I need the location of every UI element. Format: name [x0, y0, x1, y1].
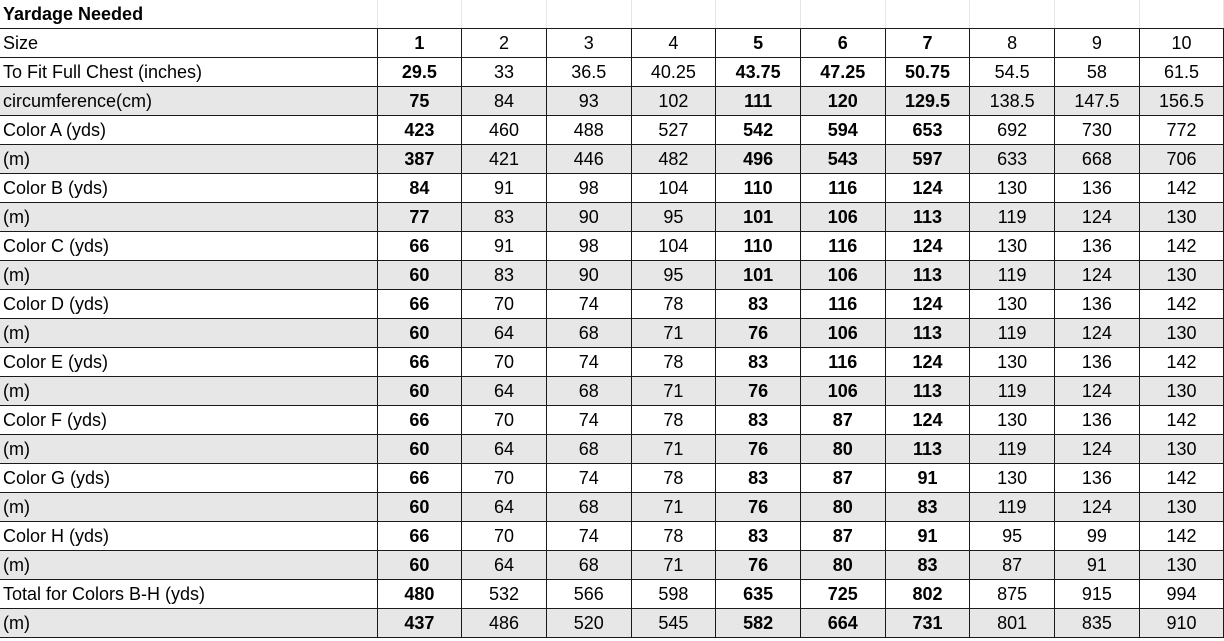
table-row [0, 261, 1224, 290]
value-cell: 124 [885, 174, 970, 203]
value-cell: 33 [462, 58, 547, 87]
value-cell: 130 [1139, 203, 1224, 232]
size-header-cell: 10 [1139, 29, 1224, 58]
value-cell: 496 [716, 145, 801, 174]
value-cell: 124 [1055, 435, 1140, 464]
value-cell: 77 [377, 203, 462, 232]
empty-cell [546, 0, 631, 29]
value-cell: 58 [1055, 58, 1140, 87]
value-cell: 83 [716, 464, 801, 493]
value-cell: 136 [1055, 290, 1140, 319]
value-cell: 110 [716, 232, 801, 261]
table-row [0, 406, 1224, 435]
title-row [0, 0, 1224, 29]
value-cell: 124 [1055, 203, 1140, 232]
value-cell: 130 [1139, 261, 1224, 290]
value-cell: 87 [970, 551, 1055, 580]
empty-cell [631, 0, 716, 29]
value-cell: 875 [970, 580, 1055, 609]
value-cell: 598 [631, 580, 716, 609]
value-cell: 124 [1055, 377, 1140, 406]
value-cell: 130 [1139, 435, 1224, 464]
value-cell: 71 [631, 435, 716, 464]
empty-cell [1139, 0, 1224, 29]
value-cell: 142 [1139, 522, 1224, 551]
value-cell: 95 [631, 261, 716, 290]
row-label: (m) [0, 551, 377, 580]
value-cell: 66 [377, 522, 462, 551]
value-cell: 60 [377, 377, 462, 406]
value-cell: 635 [716, 580, 801, 609]
value-cell: 47.25 [800, 58, 885, 87]
row-label: Color F (yds) [0, 406, 377, 435]
value-cell: 106 [800, 261, 885, 290]
value-cell: 91 [885, 522, 970, 551]
value-cell: 84 [377, 174, 462, 203]
value-cell: 594 [800, 116, 885, 145]
value-cell: 71 [631, 377, 716, 406]
table-row [0, 377, 1224, 406]
value-cell: 725 [800, 580, 885, 609]
size-header-cell: 6 [800, 29, 885, 58]
value-cell: 99 [1055, 522, 1140, 551]
table-row [0, 319, 1224, 348]
value-cell: 66 [377, 464, 462, 493]
table-row [0, 609, 1224, 638]
value-cell: 437 [377, 609, 462, 638]
value-cell: 68 [546, 319, 631, 348]
value-cell: 156.5 [1139, 87, 1224, 116]
table-row [0, 87, 1224, 116]
value-cell: 124 [1055, 319, 1140, 348]
value-cell: 74 [546, 406, 631, 435]
value-cell: 532 [462, 580, 547, 609]
value-cell: 119 [970, 435, 1055, 464]
value-cell: 60 [377, 319, 462, 348]
value-cell: 130 [970, 464, 1055, 493]
value-cell: 915 [1055, 580, 1140, 609]
value-cell: 84 [462, 87, 547, 116]
value-cell: 130 [1139, 319, 1224, 348]
value-cell: 50.75 [885, 58, 970, 87]
empty-cell [1055, 0, 1140, 29]
value-cell: 68 [546, 551, 631, 580]
value-cell: 83 [716, 406, 801, 435]
value-cell: 78 [631, 464, 716, 493]
value-cell: 994 [1139, 580, 1224, 609]
value-cell: 66 [377, 290, 462, 319]
value-cell: 835 [1055, 609, 1140, 638]
value-cell: 83 [462, 203, 547, 232]
table-row [0, 435, 1224, 464]
value-cell: 90 [546, 203, 631, 232]
row-label: Color H (yds) [0, 522, 377, 551]
value-cell: 668 [1055, 145, 1140, 174]
table-row [0, 348, 1224, 377]
value-cell: 60 [377, 551, 462, 580]
value-cell: 119 [970, 261, 1055, 290]
value-cell: 460 [462, 116, 547, 145]
table-row [0, 464, 1224, 493]
row-label: (m) [0, 609, 377, 638]
value-cell: 95 [631, 203, 716, 232]
value-cell: 106 [800, 319, 885, 348]
value-cell: 142 [1139, 290, 1224, 319]
value-cell: 124 [885, 232, 970, 261]
value-cell: 101 [716, 203, 801, 232]
size-header-cell: 8 [970, 29, 1055, 58]
value-cell: 36.5 [546, 58, 631, 87]
value-cell: 731 [885, 609, 970, 638]
value-cell: 130 [970, 174, 1055, 203]
empty-cell [970, 0, 1055, 29]
value-cell: 70 [462, 406, 547, 435]
value-cell: 76 [716, 435, 801, 464]
value-cell: 87 [800, 522, 885, 551]
value-cell: 136 [1055, 232, 1140, 261]
value-cell: 119 [970, 493, 1055, 522]
table-row [0, 290, 1224, 319]
value-cell: 70 [462, 522, 547, 551]
value-cell: 29.5 [377, 58, 462, 87]
value-cell: 61.5 [1139, 58, 1224, 87]
value-cell: 147.5 [1055, 87, 1140, 116]
value-cell: 130 [1139, 377, 1224, 406]
table-row [0, 116, 1224, 145]
value-cell: 76 [716, 377, 801, 406]
value-cell: 130 [1139, 493, 1224, 522]
size-header-cell: 2 [462, 29, 547, 58]
value-cell: 116 [800, 348, 885, 377]
value-cell: 136 [1055, 406, 1140, 435]
row-label: circumference(cm) [0, 87, 377, 116]
value-cell: 75 [377, 87, 462, 116]
value-cell: 910 [1139, 609, 1224, 638]
value-cell: 142 [1139, 232, 1224, 261]
empty-cell [716, 0, 801, 29]
value-cell: 106 [800, 377, 885, 406]
value-cell: 113 [885, 203, 970, 232]
value-cell: 68 [546, 377, 631, 406]
value-cell: 102 [631, 87, 716, 116]
empty-cell [800, 0, 885, 29]
row-label: (m) [0, 261, 377, 290]
value-cell: 597 [885, 145, 970, 174]
table-row [0, 232, 1224, 261]
row-label: Total for Colors B-H (yds) [0, 580, 377, 609]
value-cell: 91 [1055, 551, 1140, 580]
value-cell: 120 [800, 87, 885, 116]
table-row [0, 580, 1224, 609]
table-row [0, 174, 1224, 203]
value-cell: 76 [716, 319, 801, 348]
value-cell: 78 [631, 348, 716, 377]
table-row [0, 145, 1224, 174]
value-cell: 129.5 [885, 87, 970, 116]
value-cell: 130 [970, 406, 1055, 435]
value-cell: 664 [800, 609, 885, 638]
value-cell: 480 [377, 580, 462, 609]
value-cell: 83 [716, 290, 801, 319]
value-cell: 124 [1055, 493, 1140, 522]
value-cell: 124 [885, 348, 970, 377]
value-cell: 119 [970, 203, 1055, 232]
value-cell: 387 [377, 145, 462, 174]
value-cell: 74 [546, 348, 631, 377]
size-header-cell: 3 [546, 29, 631, 58]
row-label: (m) [0, 319, 377, 348]
value-cell: 91 [462, 232, 547, 261]
value-cell: 80 [800, 435, 885, 464]
value-cell: 130 [970, 348, 1055, 377]
value-cell: 486 [462, 609, 547, 638]
value-cell: 113 [885, 261, 970, 290]
value-cell: 138.5 [970, 87, 1055, 116]
value-cell: 80 [800, 551, 885, 580]
row-label: (m) [0, 203, 377, 232]
row-label: (m) [0, 435, 377, 464]
value-cell: 66 [377, 348, 462, 377]
value-cell: 70 [462, 290, 547, 319]
value-cell: 66 [377, 406, 462, 435]
table-row [0, 551, 1224, 580]
value-cell: 93 [546, 87, 631, 116]
value-cell: 104 [631, 174, 716, 203]
value-cell: 136 [1055, 174, 1140, 203]
value-cell: 95 [970, 522, 1055, 551]
value-cell: 78 [631, 522, 716, 551]
value-cell: 802 [885, 580, 970, 609]
value-cell: 111 [716, 87, 801, 116]
value-cell: 730 [1055, 116, 1140, 145]
row-label: (m) [0, 145, 377, 174]
value-cell: 116 [800, 174, 885, 203]
row-label: Color A (yds) [0, 116, 377, 145]
value-cell: 482 [631, 145, 716, 174]
value-cell: 64 [462, 493, 547, 522]
value-cell: 124 [885, 406, 970, 435]
row-label: Color G (yds) [0, 464, 377, 493]
value-cell: 527 [631, 116, 716, 145]
value-cell: 706 [1139, 145, 1224, 174]
size-header-cell: 7 [885, 29, 970, 58]
value-cell: 520 [546, 609, 631, 638]
size-header-cell: 5 [716, 29, 801, 58]
value-cell: 142 [1139, 464, 1224, 493]
value-cell: 91 [885, 464, 970, 493]
value-cell: 64 [462, 319, 547, 348]
value-cell: 113 [885, 319, 970, 348]
value-cell: 64 [462, 551, 547, 580]
value-cell: 446 [546, 145, 631, 174]
value-cell: 116 [800, 290, 885, 319]
value-cell: 71 [631, 319, 716, 348]
value-cell: 488 [546, 116, 631, 145]
value-cell: 83 [716, 348, 801, 377]
size-header-label: Size [0, 29, 377, 58]
value-cell: 64 [462, 435, 547, 464]
value-cell: 142 [1139, 174, 1224, 203]
size-header-row [0, 29, 1224, 58]
value-cell: 74 [546, 522, 631, 551]
value-cell: 106 [800, 203, 885, 232]
value-cell: 110 [716, 174, 801, 203]
value-cell: 124 [885, 290, 970, 319]
value-cell: 64 [462, 377, 547, 406]
value-cell: 83 [716, 522, 801, 551]
value-cell: 76 [716, 493, 801, 522]
value-cell: 104 [631, 232, 716, 261]
value-cell: 83 [885, 493, 970, 522]
value-cell: 83 [885, 551, 970, 580]
value-cell: 119 [970, 377, 1055, 406]
size-header-cell: 4 [631, 29, 716, 58]
value-cell: 68 [546, 493, 631, 522]
value-cell: 60 [377, 261, 462, 290]
value-cell: 90 [546, 261, 631, 290]
value-cell: 98 [546, 232, 631, 261]
size-header-cell: 9 [1055, 29, 1140, 58]
value-cell: 130 [1139, 551, 1224, 580]
value-cell: 124 [1055, 261, 1140, 290]
value-cell: 801 [970, 609, 1055, 638]
value-cell: 543 [800, 145, 885, 174]
value-cell: 91 [462, 174, 547, 203]
row-label: Color B (yds) [0, 174, 377, 203]
value-cell: 66 [377, 232, 462, 261]
value-cell: 70 [462, 464, 547, 493]
value-cell: 113 [885, 435, 970, 464]
value-cell: 80 [800, 493, 885, 522]
value-cell: 130 [970, 290, 1055, 319]
value-cell: 545 [631, 609, 716, 638]
table-row [0, 58, 1224, 87]
row-label: (m) [0, 493, 377, 522]
value-cell: 142 [1139, 406, 1224, 435]
value-cell: 76 [716, 551, 801, 580]
empty-cell [885, 0, 970, 29]
value-cell: 130 [970, 232, 1055, 261]
table-row [0, 493, 1224, 522]
value-cell: 87 [800, 406, 885, 435]
value-cell: 54.5 [970, 58, 1055, 87]
value-cell: 136 [1055, 464, 1140, 493]
value-cell: 70 [462, 348, 547, 377]
value-cell: 71 [631, 551, 716, 580]
size-header-cell: 1 [377, 29, 462, 58]
value-cell: 142 [1139, 348, 1224, 377]
empty-cell [377, 0, 462, 29]
value-cell: 136 [1055, 348, 1140, 377]
row-label: To Fit Full Chest (inches) [0, 58, 377, 87]
value-cell: 772 [1139, 116, 1224, 145]
row-label: Color D (yds) [0, 290, 377, 319]
table-title: Yardage Needed [0, 0, 377, 29]
value-cell: 116 [800, 232, 885, 261]
value-cell: 423 [377, 116, 462, 145]
table-row [0, 203, 1224, 232]
row-label: Color C (yds) [0, 232, 377, 261]
value-cell: 43.75 [716, 58, 801, 87]
value-cell: 60 [377, 493, 462, 522]
value-cell: 653 [885, 116, 970, 145]
value-cell: 421 [462, 145, 547, 174]
table-row [0, 522, 1224, 551]
value-cell: 40.25 [631, 58, 716, 87]
value-cell: 566 [546, 580, 631, 609]
value-cell: 692 [970, 116, 1055, 145]
row-label: (m) [0, 377, 377, 406]
value-cell: 98 [546, 174, 631, 203]
value-cell: 633 [970, 145, 1055, 174]
value-cell: 74 [546, 464, 631, 493]
value-cell: 87 [800, 464, 885, 493]
value-cell: 74 [546, 290, 631, 319]
row-label: Color E (yds) [0, 348, 377, 377]
value-cell: 68 [546, 435, 631, 464]
value-cell: 71 [631, 493, 716, 522]
value-cell: 119 [970, 319, 1055, 348]
value-cell: 83 [462, 261, 547, 290]
empty-cell [462, 0, 547, 29]
value-cell: 60 [377, 435, 462, 464]
value-cell: 113 [885, 377, 970, 406]
value-cell: 542 [716, 116, 801, 145]
value-cell: 78 [631, 406, 716, 435]
value-cell: 78 [631, 290, 716, 319]
value-cell: 582 [716, 609, 801, 638]
value-cell: 101 [716, 261, 801, 290]
